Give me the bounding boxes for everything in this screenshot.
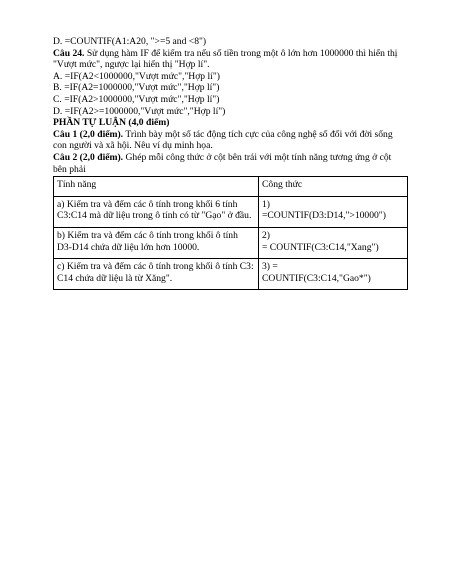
q24-stem-line-1 <box>53 48 408 60</box>
c1-text-2: con người và xã hội. Nêu ví dụ minh họa. <box>53 140 213 152</box>
q24-label: Câu 24. <box>53 47 85 59</box>
formula-number: 3) = <box>262 261 278 273</box>
c1-label: Câu 1 (2,0 điểm). <box>53 128 124 140</box>
q24-text-1: Sử dụng hàm IF để kiểm tra nếu số tiền trong một ô lớn hơn 1000000 thì hiển thị <box>84 47 398 59</box>
matching-table <box>53 176 408 290</box>
q23-option-d: D. =COUNTIF(A1:A20, ">=5 and <8") <box>53 36 207 47</box>
table-row <box>54 196 408 227</box>
formula-cell <box>259 196 408 227</box>
feature-cell: c) Kiểm tra và đếm các ô tính trong khối ô tính C3: C14 chứa dữ liệu là từ Xăng". <box>54 259 259 290</box>
table-header-row <box>54 177 408 197</box>
table-row <box>54 227 408 258</box>
formula-cell <box>259 259 408 290</box>
table-header-feature: Tính năng <box>54 177 259 197</box>
q24-option-b: B. =IF(A2=1000000,"Vượt mức","Hợp lí") <box>53 82 220 94</box>
formula-number: 2) <box>262 229 270 241</box>
formula-cell <box>259 227 408 258</box>
document-page <box>53 36 408 290</box>
q24-option-d: D. =IF(A2>=1000000,"Vượt mức","Hợp lí") <box>53 105 226 117</box>
q24-option-c: C. =IF(A2>1000000,"Vượt mức","Hợp lí") <box>53 93 220 105</box>
c2-text-2: bên phải <box>53 163 86 175</box>
formula-text: = COUNTIF(C3:C14,"Xang") <box>262 241 379 253</box>
q24-option-a: A. =IF(A2<1000000,"Vượt mức","Hợp lí") <box>53 70 220 82</box>
formula-text: COUNTIF(C3:C14,"Gao*") <box>262 272 371 284</box>
c2-line-1 <box>53 152 408 164</box>
table-row <box>54 259 408 290</box>
feature-cell: a) Kiểm tra và đếm các ô tính trong khối 6 tính C3:C14 mà dữ liệu trong ô tính có từ "Gạo" ở đầu. <box>54 196 259 227</box>
c2-text-1: Ghép mỗi công thức ở cột bên trái với một tính năng tương ứng ở cột <box>123 151 392 163</box>
section-title: PHẦN TỰ LUẬN (4,0 điểm) <box>53 117 170 129</box>
formula-number: 1) <box>262 198 270 210</box>
c1-text-1: Trình bày một số tác động tích cực của công nghệ số đối với đời sống <box>123 128 393 140</box>
formula-text: =COUNTIF(D3:D14,">10000") <box>262 210 386 222</box>
table-header-formula: Công thức <box>259 177 408 197</box>
feature-cell: b) Kiểm tra và đếm các ô tính trong khối ô tính D3-D14 chứa dữ liệu lớn hơn 10000. <box>54 227 259 258</box>
q24-text-2: "Vượt mức", ngược lại hiển thị "Hợp lí". <box>53 59 210 71</box>
c1-line-1 <box>53 129 408 141</box>
c2-label: Câu 2 (2,0 điểm). <box>53 151 124 163</box>
